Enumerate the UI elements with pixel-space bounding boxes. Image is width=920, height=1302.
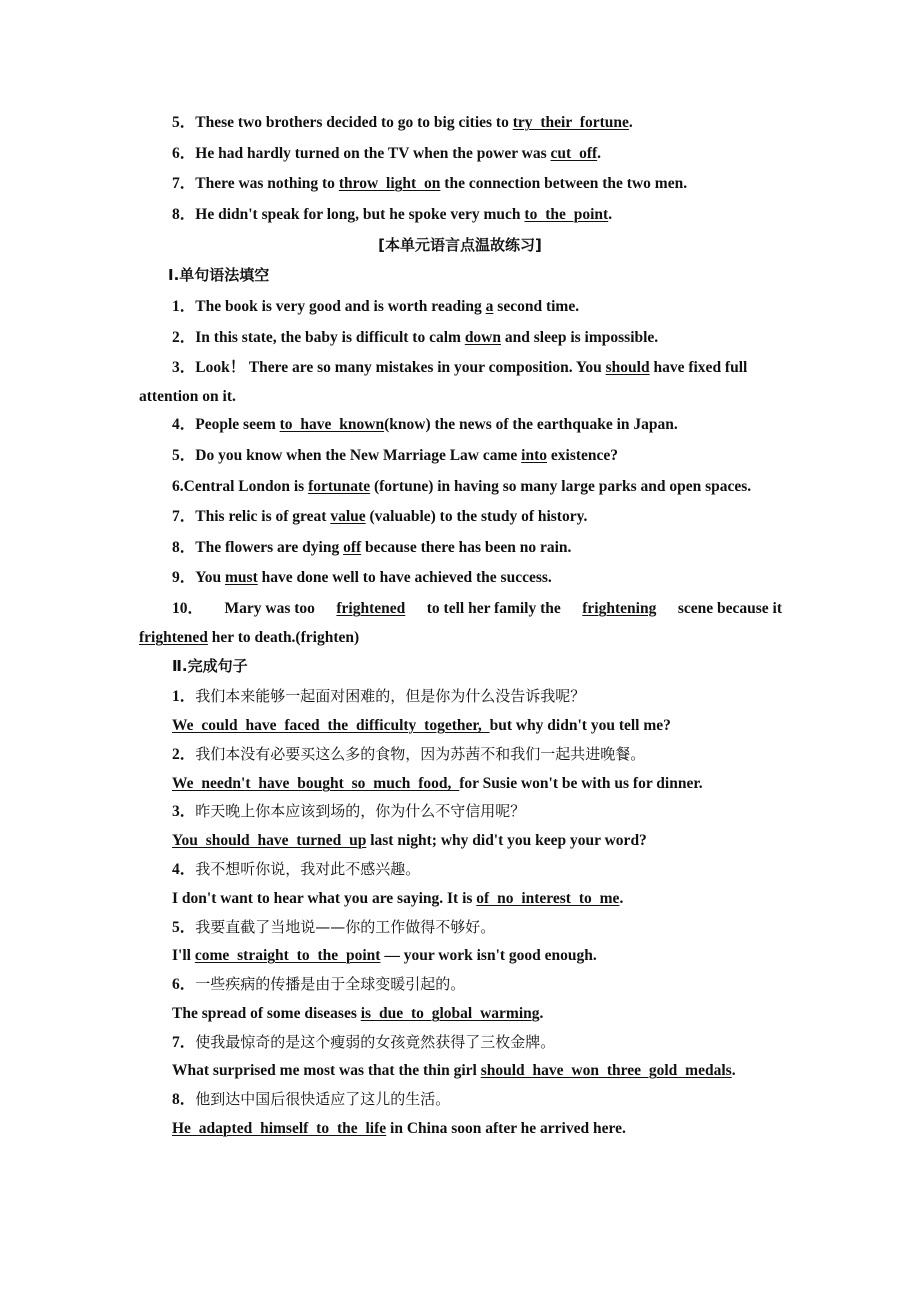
item-text: I'll xyxy=(172,947,195,964)
item-text: have done well to have achieved the success. xyxy=(257,569,552,586)
item-text: for Susie won't be with us for dinner. xyxy=(459,775,703,792)
section-1-item-3 xyxy=(172,358,747,378)
item-number: 4． xyxy=(172,416,196,433)
item-text: and sleep is impossible. xyxy=(501,329,659,346)
item-number: 5． xyxy=(172,447,196,464)
section-1-item-7 xyxy=(172,507,587,527)
section-2-item-7-prompt xyxy=(172,1032,555,1053)
section-2-item-7-answer xyxy=(172,1061,736,1081)
item-text: last night; why did't you keep your word? xyxy=(366,832,647,849)
item-number: 8． xyxy=(172,1091,196,1108)
answer-blank: is due to global warming xyxy=(360,1005,540,1022)
item-number: 10． xyxy=(172,600,204,617)
item-number: 8． xyxy=(172,539,196,556)
item-text: The flowers are dying xyxy=(195,539,344,556)
answer-blank: to have known xyxy=(279,416,385,433)
answer-blank: come straight to the point xyxy=(194,947,381,964)
section-1-item-1 xyxy=(172,297,579,317)
item-text: . xyxy=(608,206,613,223)
answer-blank: You should have turned up xyxy=(172,832,367,849)
item-text: This relic is of great xyxy=(195,508,331,525)
item-text: Do you know when the New Marriage Law came xyxy=(195,447,522,464)
section-1-item-10 xyxy=(172,599,782,619)
chinese-prompt: 我不想听你说，我对此不感兴趣。 xyxy=(195,860,421,878)
chinese-prompt: 他到达中国后很快适应了这儿的生活。 xyxy=(195,1090,451,1108)
item-text: People seem xyxy=(195,416,280,433)
item-text: . xyxy=(628,114,633,131)
answer-blank: a xyxy=(485,298,494,315)
section-1-item-10-continued xyxy=(139,628,359,648)
answer-blank: throw light on xyxy=(338,175,441,192)
item-text: her to death.(frighten) xyxy=(207,629,360,646)
answer-blank: should xyxy=(605,359,650,376)
item-number: 6． xyxy=(172,976,196,993)
section-1-item-3-continued: attention on it. xyxy=(139,388,236,405)
section-1-item-8 xyxy=(172,538,571,558)
section-2-item-3-prompt xyxy=(172,801,525,822)
item-number: 1． xyxy=(172,298,196,315)
item-text: (fortune) in having so many large parks and open spaces. xyxy=(370,478,752,495)
item-number: 4． xyxy=(172,861,196,878)
answer-blank: down xyxy=(464,329,501,346)
item-text: . xyxy=(597,145,602,162)
item-number: 5． xyxy=(172,919,196,936)
section-2-item-1-prompt xyxy=(172,686,585,707)
top-item-7 xyxy=(172,174,687,194)
item-text: What surprised me most was that the thin girl xyxy=(172,1062,481,1079)
answer-blank: frightened xyxy=(139,629,208,646)
section-1-item-2 xyxy=(172,328,658,348)
section-2-item-4-answer xyxy=(172,889,623,909)
section-1-item-6 xyxy=(172,477,751,497)
section-2-item-8-prompt xyxy=(172,1089,450,1110)
section-1-heading: Ⅰ.单句语法填空 xyxy=(168,266,270,284)
section-2-item-2-answer xyxy=(172,774,703,794)
item-text: to tell her family the xyxy=(426,600,561,617)
section-2-item-4-prompt xyxy=(172,859,420,880)
item-number: 5． xyxy=(172,114,196,131)
item-text: Look！ There are so many mistakes in your composition. You xyxy=(195,359,606,376)
item-text: He didn't speak for long, but he spoke very much xyxy=(195,206,525,223)
item-number: 6. xyxy=(172,478,184,495)
item-text: I don't want to hear what you are saying. It is xyxy=(172,890,477,907)
item-number: 6． xyxy=(172,145,196,162)
top-item-5 xyxy=(172,113,633,133)
answer-blank: He adapted himself to the life xyxy=(172,1120,387,1137)
item-number: 3． xyxy=(172,359,196,376)
answer-blank: into xyxy=(521,447,548,464)
item-text: There was nothing to xyxy=(195,175,339,192)
answer-blank: frightening xyxy=(582,600,657,617)
chinese-prompt: 一些疾病的传播是由于全球变暖引起的。 xyxy=(195,975,466,993)
section-2-item-5-prompt xyxy=(172,917,495,938)
item-text: but why didn't you tell me? xyxy=(489,717,671,734)
answer-blank: value xyxy=(330,508,366,525)
item-text: — your work isn't good enough. xyxy=(380,947,597,964)
answer-blank: cut off xyxy=(550,145,598,162)
item-text: in China soon after he arrived here. xyxy=(386,1120,626,1137)
item-text: Mary was too xyxy=(224,600,315,617)
answer-blank: should have won three gold medals xyxy=(480,1062,732,1079)
section-2-item-6-prompt xyxy=(172,974,465,995)
section-2-item-8-answer xyxy=(172,1119,626,1139)
answer-blank: frightened xyxy=(336,600,406,617)
answer-blank: to the point xyxy=(524,206,609,223)
item-text: The spread of some diseases xyxy=(172,1005,361,1022)
item-number: 1． xyxy=(172,688,196,705)
chinese-prompt: 我要直截了当地说——你的工作做得不够好。 xyxy=(195,918,496,936)
answer-blank: try their fortune xyxy=(512,114,629,131)
item-number: 3． xyxy=(172,803,196,820)
section-2-item-5-answer xyxy=(172,946,597,966)
item-number: 8． xyxy=(172,206,196,223)
item-number: 2． xyxy=(172,329,196,346)
answer-blank: must xyxy=(225,569,258,586)
chinese-prompt: 我们本没有必要买这么多的食物，因为苏茜不和我们一起共进晚餐。 xyxy=(195,745,646,763)
top-item-8 xyxy=(172,205,612,225)
item-text: (know) the news of the earthquake in Japan. xyxy=(384,416,678,433)
item-text: You xyxy=(195,569,225,586)
chinese-prompt: 我们本来能够一起面对困难的，但是你为什么没告诉我呢？ xyxy=(195,687,586,705)
section-1-item-4 xyxy=(172,415,678,435)
answer-blank: fortunate xyxy=(308,478,371,495)
answer-blank: We could have faced the difficulty together, xyxy=(172,717,490,734)
item-number: 7． xyxy=(172,175,196,192)
item-text: In this state, the baby is difficult to calm xyxy=(195,329,465,346)
section-2-item-2-prompt xyxy=(172,744,645,765)
item-number: 7． xyxy=(172,508,196,525)
section-2-item-1-answer xyxy=(172,716,671,736)
item-text: These two brothers decided to go to big cities to xyxy=(195,114,513,131)
item-number: 2． xyxy=(172,746,196,763)
section-2-item-6-answer xyxy=(172,1004,543,1024)
item-text: (valuable) to the study of history. xyxy=(365,508,588,525)
section-2-heading: Ⅱ.完成句子 xyxy=(172,657,248,675)
chinese-prompt: 使我最惊奇的是这个瘦弱的女孩竟然获得了三枚金牌。 xyxy=(195,1033,556,1051)
item-text: scene because it xyxy=(677,600,782,617)
answer-blank: off xyxy=(343,539,362,556)
item-text: . xyxy=(619,890,624,907)
section-1-item-9 xyxy=(172,568,552,588)
item-text: have fixed full xyxy=(649,359,748,376)
item-text: . xyxy=(731,1062,736,1079)
chinese-prompt: 昨天晚上你本应该到场的，你为什么不守信用呢？ xyxy=(195,802,526,820)
review-title: [本单元语言点温故练习] xyxy=(378,236,542,254)
item-text: second time. xyxy=(493,298,580,315)
answer-blank: of no interest to me xyxy=(476,890,620,907)
section-1-item-5 xyxy=(172,446,618,466)
item-text: . xyxy=(539,1005,544,1022)
item-text: existence? xyxy=(547,447,619,464)
item-text: the connection between the two men. xyxy=(440,175,688,192)
top-item-6 xyxy=(172,144,601,164)
item-number: 7． xyxy=(172,1034,196,1051)
answer-blank: We needn't have bought so much food, xyxy=(172,775,460,792)
item-text: The book is very good and is worth reading xyxy=(195,298,486,315)
item-text: Central London is xyxy=(183,478,309,495)
item-text: because there has been no rain. xyxy=(361,539,572,556)
item-text: He had hardly turned on the TV when the power was xyxy=(195,145,551,162)
item-number: 9． xyxy=(172,569,196,586)
section-2-item-3-answer xyxy=(172,831,647,851)
